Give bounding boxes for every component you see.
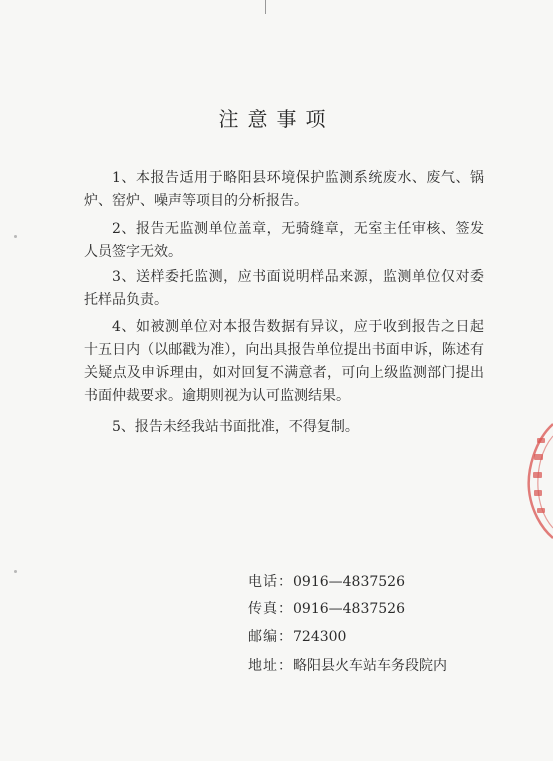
page-title: 注意事项 — [218, 107, 335, 131]
fax-value: 0916—4837526 — [293, 601, 405, 617]
scan-edge-mark — [265, 0, 266, 14]
notice-item-4: 4、如被测单位对本报告数据有异议，应于收到报告之日起十五日内（以邮戳为准），向出具报告单位提出书面申诉，陈述有关疑点及申诉理由，如对回复不满意者，可向上级监测部门提出书面仲裁要求。逾期则视为认可监测结果。 — [84, 319, 484, 404]
notice-item-5: 5、报告未经我站书面批准，不得复制。 — [112, 419, 359, 435]
contact-fax — [248, 598, 405, 618]
address-value: 略阳县火车站车务段院内 — [293, 658, 447, 674]
contact-postcode — [248, 626, 346, 646]
contact-phone — [248, 571, 405, 591]
notice-item-3: 3、送样委托监测，应书面说明样品来源，监测单位仅对委托样品负责。 — [84, 269, 484, 308]
postcode-value: 724300 — [293, 629, 347, 645]
phone-value: 0916—4837526 — [293, 574, 405, 590]
seam-seal-stamp — [513, 420, 553, 540]
postcode-label: 邮编： — [248, 629, 293, 645]
contact-address — [248, 655, 447, 675]
phone-label: 电话： — [248, 574, 293, 590]
scan-speck — [14, 235, 17, 238]
address-label: 地址： — [248, 658, 293, 674]
notice-item-2: 2、报告无监测单位盖章，无骑缝章，无室主任审核、签发人员签字无效。 — [84, 221, 484, 260]
notice-item-1: 1、本报告适用于略阳县环境保护监测系统废水、废气、锅炉、窑炉、噪声等项目的分析报告。 — [84, 170, 484, 209]
fax-label: 传真： — [248, 601, 293, 617]
scan-speck — [14, 570, 17, 573]
